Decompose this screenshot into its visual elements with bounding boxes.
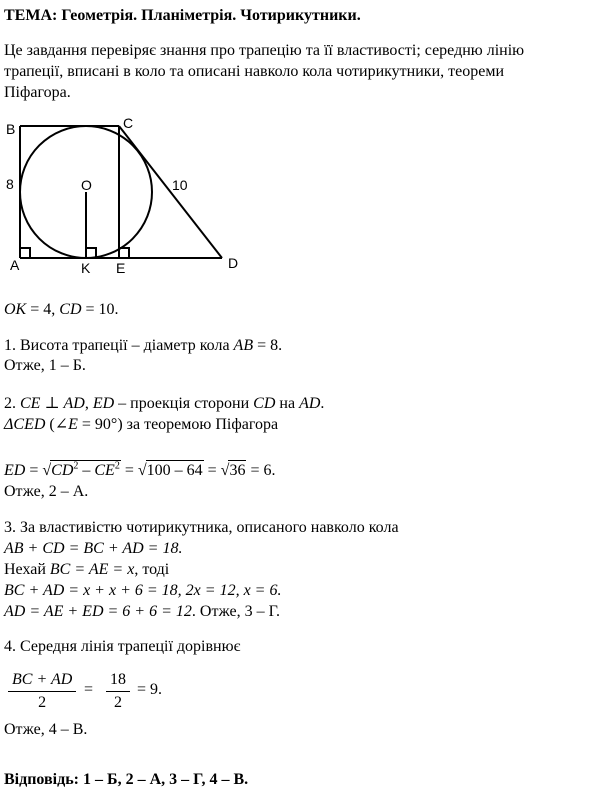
label-8: 8	[6, 176, 14, 192]
step3-line5: AD = AE + ED = 6 + 6 = 12. Отже, 3 – Г.	[4, 603, 281, 620]
step4-result: Отже, 4 – В.	[4, 721, 88, 738]
label-k: K	[81, 260, 91, 276]
intro-line-2: трапеції, вписані в коло та описані навколо кола чотирикутники, теореми	[4, 63, 505, 80]
label-b: B	[6, 121, 16, 137]
final-answer: Відповідь: 1 – Б, 2 – А, 3 – Г, 4 – В.	[4, 771, 249, 788]
label-e: E	[116, 260, 126, 276]
label-c: C	[123, 115, 134, 131]
step3-line4: BC + AD = x + x + 6 = 18, 2x = 12, x = 6.	[4, 582, 282, 599]
fraction-18-2: $\frac{18}{2}$	[106, 670, 130, 713]
step3-line2: AB + CD = BC + AD = 18.	[4, 540, 183, 557]
fraction-equals-2: = 9.	[137, 681, 163, 698]
label-a: A	[10, 257, 20, 273]
label-o: O	[81, 177, 92, 193]
step2-formula: ED = $√CD^2 - CE^2 = √100 - 64 = √36 = 6$.	[4, 460, 276, 479]
intro-line-1: Це завдання перевіряє знання про трапецію та її властивості; середню лінію	[4, 42, 525, 59]
fraction-equals-1: =	[84, 681, 94, 698]
given-line: OK = 4, CD = 10.	[4, 301, 119, 318]
step1-result: Отже, 1 – Б.	[4, 357, 86, 374]
step3-line1: 3. За властивістю чотирикутника, описаного навколо кола	[4, 519, 399, 536]
step1-line1: 1. Висота трапеції – діаметр кола AB = 8.	[4, 337, 283, 354]
step2-line1: 2. CE ⊥ AD, ED – проекція сторони CD на AD.	[4, 395, 325, 412]
step4-line1: 4. Середня лінія трапеції дорівнює	[4, 638, 241, 655]
fraction-bc-ad: $\frac{BC + AD}{2}$	[8, 670, 76, 713]
right-angle-a	[20, 248, 30, 258]
label-10: 10	[172, 177, 188, 193]
step3-line3: Нехай BC = AE = x, тоді	[4, 561, 170, 578]
trapezoid-diagram	[0, 110, 260, 280]
label-d: D	[228, 255, 239, 271]
intro-line-3: Піфагора.	[4, 84, 71, 101]
page-title: ТЕМА: Геометрія. Планіметрія. Чотирикутники.	[4, 7, 361, 24]
right-angle-e	[119, 248, 129, 258]
step2-result: Отже, 2 – А.	[4, 483, 89, 500]
step2-line2: ΔCED (∠E = 90°) за теоремою Піфагора	[4, 416, 279, 433]
